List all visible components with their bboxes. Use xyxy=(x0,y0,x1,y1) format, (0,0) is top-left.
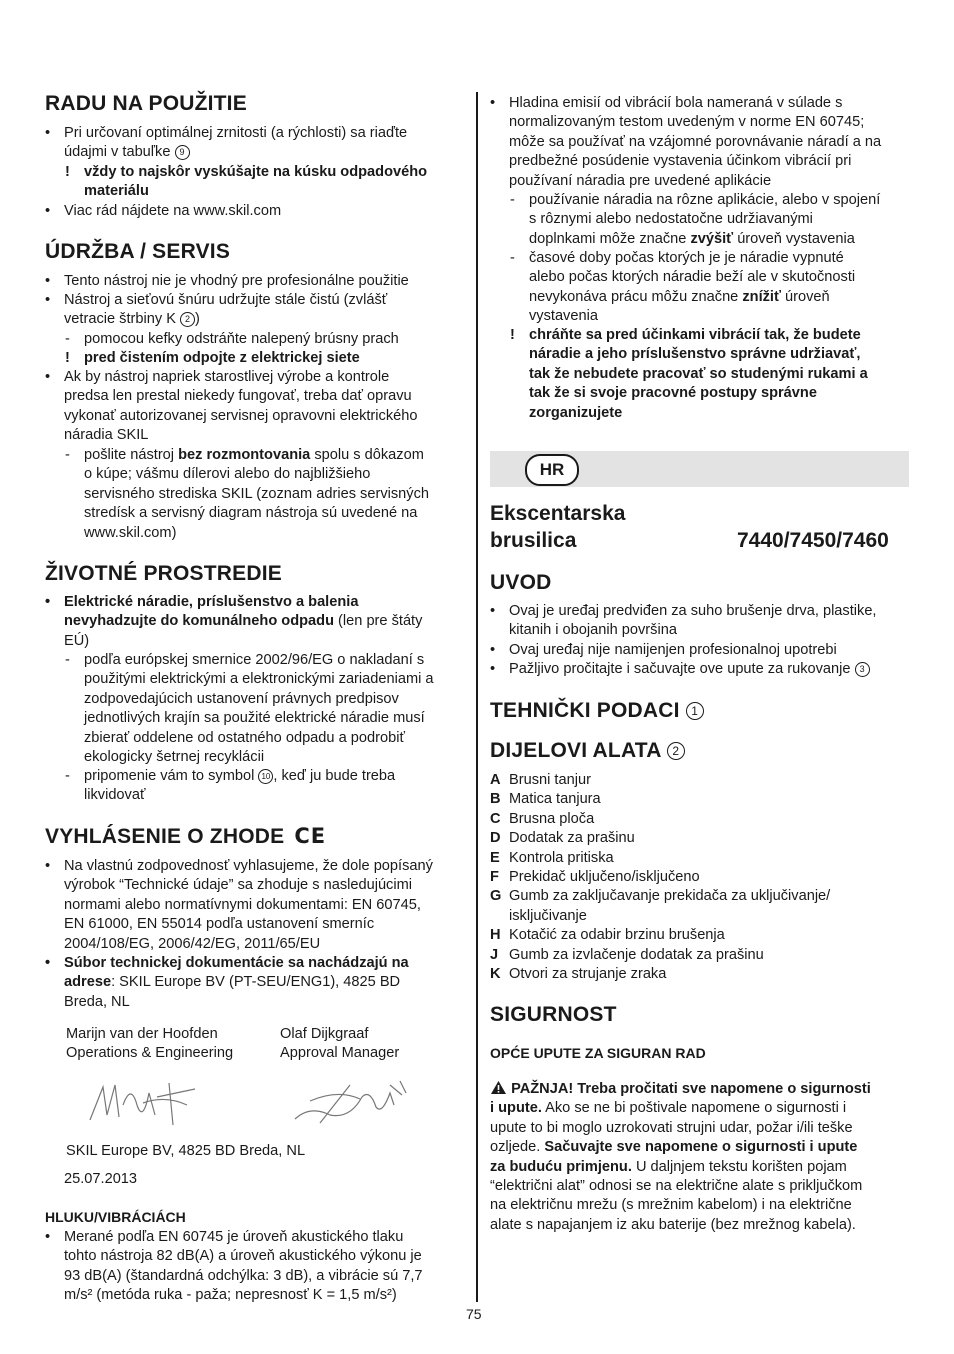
sigurnost-heading: SIGURNOST xyxy=(490,1003,617,1026)
declaration-date: 25.07.2013 xyxy=(64,1171,138,1187)
part-item xyxy=(490,965,910,984)
company-address: SKIL Europe BV, 4825 BD Breda, NL xyxy=(66,1143,306,1159)
bullet: • xyxy=(45,369,51,385)
part-letter: A xyxy=(490,772,501,788)
zivot-bullet-1: Elektrické náradie, príslušenstvo a balenia nevyhadzujte do komunálneho odpadu (len pre štáty EÚ) xyxy=(64,594,423,649)
dash: - xyxy=(65,447,70,463)
hluk-bullet-1: Merané podľa EN 60745 je úroveň akustického tlaku tohto nástroja 82 dB(A) a úroveň akustického výkonu je 93 dB(A) (štandardná odchýlka: 3 dB), a vibrácie sú 7,7 m/s² (metóda ruka - paža; nepresnosť K = 1,5 m/s²) xyxy=(64,1229,423,1304)
radu-heading: RADU NA POUŽITIE xyxy=(45,92,247,115)
part-letter: C xyxy=(490,810,501,827)
vyhl-bullet-2: Súbor technickej dokumentácie sa nachádzajú na adrese: SKIL Europe BV (PT-SEU/ENG1), 4825 BD Breda, NL xyxy=(64,955,409,1010)
radu-bullet-2: Viac rád nájdete na www.skil.com xyxy=(64,203,282,219)
ref-circle: 10 xyxy=(258,769,273,784)
part-item xyxy=(490,849,910,868)
part-letter: K xyxy=(490,965,501,982)
part-item xyxy=(490,907,910,926)
warning-mark: ! xyxy=(65,164,70,180)
dij-heading: DIJELOVI ALATA 2 xyxy=(490,739,685,763)
bullet: • xyxy=(45,125,51,141)
ref-circle: 2 xyxy=(667,742,685,760)
language-bar xyxy=(490,451,909,487)
part-letter: J xyxy=(490,946,499,963)
product-models: 7440/7450/7460 xyxy=(737,529,889,552)
radu-bullet-1: Pri určovaní optimálnej zrnitosti (a rýchlosti) sa riaďte údajmi v tabuľke 9 xyxy=(64,125,408,161)
bullet: • xyxy=(490,661,496,677)
page-number: 75 xyxy=(466,1306,482,1322)
vyhl-heading: VYHLÁSENIE O ZHODE CE xyxy=(45,824,327,848)
udrzba-bullet-3: Ak by nástroj napriek starostlivej výrobe a kontrole predsa len prestal niekedy fungovať, treba dať opravu vykonať autorizovanej servisnej opravovni elektrického náradia SKIL xyxy=(64,369,418,444)
teh-heading: TEHNIČKI PODACI 1 xyxy=(490,699,704,723)
bullet: • xyxy=(45,273,51,289)
part-item xyxy=(490,810,910,829)
column-divider xyxy=(476,92,478,1302)
signature-2-image xyxy=(290,1075,420,1135)
radu-warning: vždy to najskôr vyskúšajte na kúsku odpadového materiálu xyxy=(84,164,428,200)
part-item xyxy=(490,926,910,945)
part-text: Dodatak za prašinu xyxy=(509,830,635,847)
part-text: Matica tanjura xyxy=(509,791,601,808)
ref-circle: 9 xyxy=(175,145,190,160)
part-text: Brusna ploča xyxy=(509,810,595,827)
udrzba-dash-2: pošlite nástroj bez rozmontovania spolu s dôkazom o kúpe; vášmu dílerovi alebo do najbližšieho servisného strediska SKIL (zoznam adries servisných stredísk a servisný diagram nástroja sú uvedené na www.skil.com) xyxy=(84,447,429,541)
part-letter: F xyxy=(490,868,499,885)
udrzba-heading: ÚDRŽBA / SERVIS xyxy=(45,240,231,263)
part-text: Kontrola pritiska xyxy=(509,849,614,866)
uvod-bullet-2: Ovaj uređaj nije namijenjen profesionalnoj upotrebi xyxy=(509,642,837,658)
dash: - xyxy=(65,331,70,347)
vib-warning: chráňte sa pred účinkami vibrácií tak, že budete náradie a jeho príslušenstvo správne udržiavať, tak že nebudete pracovať so studenými rukami a tak že si svoje pracovné postupy správne zorganizujete xyxy=(529,327,868,421)
language-badge: HR xyxy=(525,454,579,486)
part-text: Gumb za zaključavanje prekidača za uključivanje/ xyxy=(509,888,831,905)
part-letter: B xyxy=(490,791,501,808)
vyhl-bullet-1: Na vlastnú zodpovednosť vyhlasujeme, že dole popísaný výrobok “Technické údaje” sa zhoduje s nasledujúcimi normami alebo normatívnymi dokumentami: EN 60745, EN 61000, EN 55014 podľa ustanovení smerníc 2004/108/EG, 2006/42/EG, 2011/65/EU xyxy=(64,858,433,952)
part-text: Otvori za strujanje zraka xyxy=(509,965,667,982)
warning-mark: ! xyxy=(65,350,70,366)
bullet: • xyxy=(490,642,496,658)
udrzba-dash-1: pomocou kefky odstráňte nalepený brúsny prach xyxy=(84,331,399,347)
warning-triangle-icon xyxy=(490,1080,507,1095)
part-item xyxy=(490,771,910,790)
bullet: • xyxy=(45,292,51,308)
bullet: • xyxy=(45,203,51,219)
product-title: Ekscentarska brusilica xyxy=(490,502,626,552)
zivot-dash-2: pripomenie vám to symbol 10 , keď ju bude treba likvidovať xyxy=(84,768,396,804)
signatory-1: Marijn van der Hoofden Operations & Engineering xyxy=(66,1026,234,1062)
udrzba-bullet-2: Nástroj a sieťovú šnúru udržujte stále čistú (zvlášť vetracie štrbiny K 2 ) xyxy=(64,292,388,328)
part-letter: E xyxy=(490,849,500,866)
dash: - xyxy=(65,768,70,784)
part-item xyxy=(490,887,910,906)
bullet: • xyxy=(45,955,51,971)
signatory-2: Olaf Dijkgraaf Approval Manager xyxy=(280,1026,400,1062)
part-text: isključivanje xyxy=(509,907,587,924)
parts-list xyxy=(490,771,910,984)
ref-circle: 2 xyxy=(180,312,195,327)
part-letter: H xyxy=(490,927,501,944)
dash: - xyxy=(65,652,70,668)
part-letter: D xyxy=(490,830,501,847)
bullet: • xyxy=(45,1229,51,1245)
uvod-heading: UVOD xyxy=(490,571,552,594)
signature-1-image xyxy=(85,1075,205,1135)
part-item xyxy=(490,868,910,887)
ref-circle: 3 xyxy=(855,662,870,677)
part-text: Prekidač uključeno/isključeno xyxy=(509,868,700,885)
part-item xyxy=(490,829,910,848)
part-item xyxy=(490,790,910,809)
warning-mark: ! xyxy=(510,327,515,343)
dash: - xyxy=(510,250,515,266)
bullet: • xyxy=(490,603,496,619)
vib-dash-2: časové doby počas ktorých je je náradie vypnuté alebo počas ktorých náradie beží ale v skutočnosti nevykonáva prácu môžu značne znížiť úroveň vystavenia xyxy=(529,250,856,325)
bullet: • xyxy=(45,594,51,610)
udrzba-warning: pred čistením odpojte z elektrickej siete xyxy=(84,350,360,366)
opce-heading: OPĆE UPUTE ZA SIGURAN RAD xyxy=(490,1045,706,1061)
part-text: Gumb za izvlačenje dodatak za prašinu xyxy=(509,946,764,963)
dash: - xyxy=(510,192,515,208)
zivot-dash-1: podľa európskej smernice 2002/96/EG o nakladaní s použitými elektrickými a elektronickými zariadeniami a zodpovedajúcich ustanovení právnych predpisov jednotlivých krajín sa použité elektrické náradie musí zbierať oddelene od ostatného odpadu a podrobiť ekologicky šetrnej recyklácii xyxy=(84,652,434,766)
bullet: • xyxy=(45,858,51,874)
zivot-heading: ŽIVOTNÉ PROSTREDIE xyxy=(45,562,282,585)
part-letter: G xyxy=(490,888,502,905)
safety-paragraph: PAŽNJA! Treba pročitati sve napomene o sigurnosti i upute. Ako se ne bi poštivale napomene o sigurnosti i upute to bi moglo uzrokovati strujni udar, požar i/ili teške ozljede. Sačuvajte sve napomene o sigurnosti i upute za buduću primjenu. U daljnjem tekstu korišten pojam “električni alat” odnosi se na električne alate s priključkom na električnu mrežu (s mrežnim kabelom) i na električne alate s napajanjem iz aku baterije (bez mrežnog kabela). xyxy=(490,1081,871,1233)
ce-mark: CE xyxy=(294,824,327,848)
part-text: Kotačić za odabir brzinu brušenja xyxy=(509,927,725,944)
part-text: Brusni tanjur xyxy=(509,772,591,788)
part-item xyxy=(490,946,910,965)
ref-circle: 1 xyxy=(686,702,704,720)
hluk-heading: HLUKU/VIBRÁCIÁCH xyxy=(45,1209,186,1225)
bullet: • xyxy=(490,95,496,111)
vib-dash-1: používanie náradia na rôzne aplikácie, alebo v spojení s rôznymi alebo nedostatočne udržiavanými doplnkami môže značne zvýšiť úroveň vystavenia xyxy=(529,192,881,247)
vib-bullet-1: Hladina emisií od vibrácií bola nameraná v súlade s normalizovaným testom uvedeným v norme EN 60745; môže sa používať na vzájomné porovnávanie náradí a na predbežné posúdenie vystavenia účinkom vibrácií pri používaní náradia pre uvedené aplikácie xyxy=(509,95,882,189)
udrzba-bullet-1: Tento nástroj nie je vhodný pre profesionálne použitie xyxy=(64,273,409,289)
uvod-bullet-1: Ovaj je uređaj predviđen za suho brušenje drva, plastike, kitanih i obojanih površina xyxy=(509,603,877,639)
uvod-bullet-3: Pažljivo pročitajte i sačuvajte ove upute za rukovanje 3 xyxy=(509,660,870,679)
